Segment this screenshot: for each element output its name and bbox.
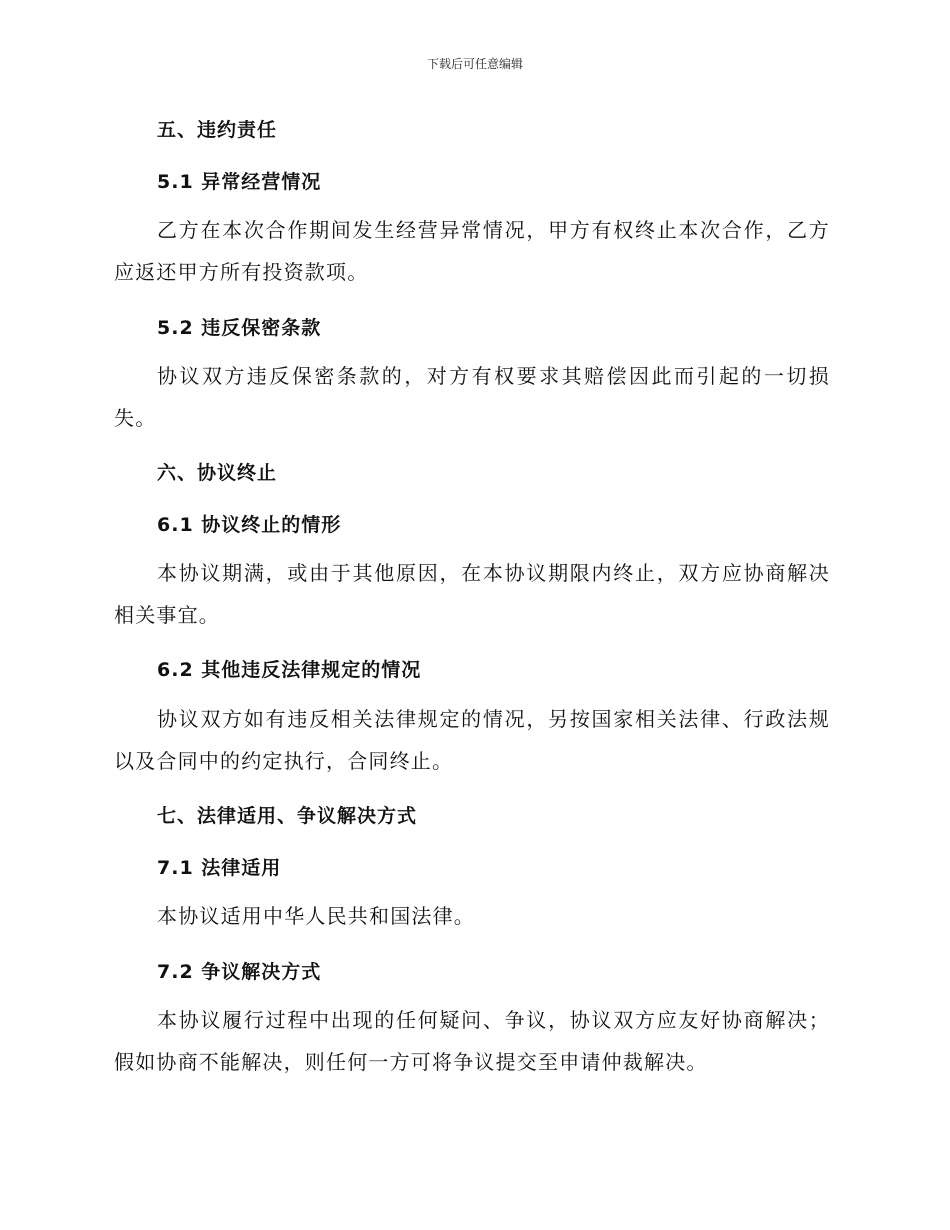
page-header: 下载后可任意编辑 xyxy=(426,57,523,71)
section-6-1-paragraph: 本协议期满，或由于其他原因，在本协议期限内终止，双方应协商解决相关事宜。 xyxy=(114,561,830,627)
section-5-2-heading: 5.2 违反保密条款 xyxy=(157,317,322,339)
section-6-1-heading: 6.1 协议终止的情形 xyxy=(157,514,342,536)
section-5-2-paragraph: 协议双方违反保密条款的，对方有权要求其赔偿因此而引起的一切损失。 xyxy=(114,364,830,430)
section-5-1-paragraph: 乙方在本次合作期间发生经营异常情况，甲方有权终止本次合作，乙方应返还甲方所有投资款项。 xyxy=(114,218,830,284)
section-5-heading: 五、违约责任 xyxy=(157,119,278,141)
section-6-2-paragraph: 协议双方如有违反相关法律规定的情况，另按国家相关法律、行政法规以及合同中的约定执行，合同终止。 xyxy=(114,707,830,773)
section-6-2-heading: 6.2 其他违反法律规定的情况 xyxy=(157,659,422,681)
section-6-heading: 六、协议终止 xyxy=(157,462,278,484)
section-5-1-heading: 5.1 异常经营情况 xyxy=(157,171,322,193)
section-7-heading: 七、法律适用、争议解决方式 xyxy=(157,805,418,827)
section-7-2-paragraph: 本协议履行过程中出现的任何疑问、争议，协议双方应友好协商解决；假如协商不能解决，则任何一方可将争议提交至申请仲裁解决。 xyxy=(114,1008,830,1074)
section-7-1-paragraph: 本协议适用中华人民共和国法律。 xyxy=(157,904,475,928)
section-7-2-heading: 7.2 争议解决方式 xyxy=(157,961,322,983)
section-7-1-heading: 7.1 法律适用 xyxy=(157,857,282,879)
